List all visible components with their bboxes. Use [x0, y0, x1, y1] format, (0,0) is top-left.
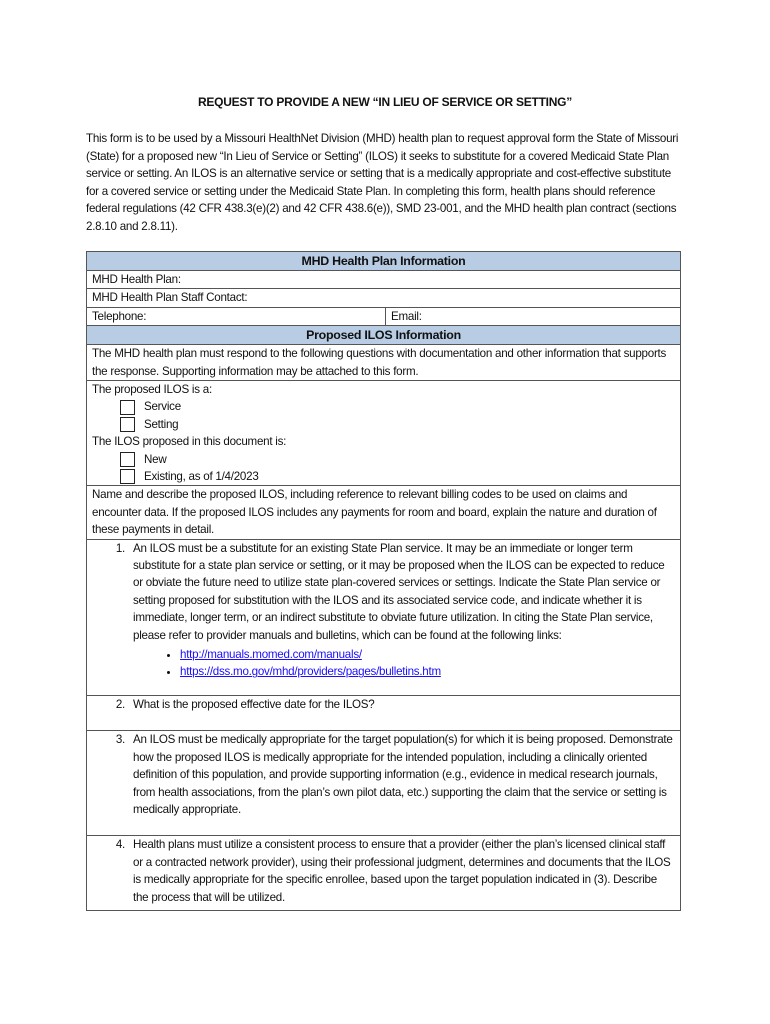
question-number: 4. [115, 838, 125, 852]
checkbox-icon[interactable] [120, 469, 135, 484]
manuals-link[interactable]: http://manuals.momed.com/manuals/ [180, 648, 362, 662]
checkbox-new[interactable] [120, 451, 675, 468]
form-title: REQUEST TO PROVIDE A NEW “IN LIEU OF SERVICE OR SETTING” [197, 95, 573, 109]
checkbox-icon[interactable] [120, 417, 135, 432]
question-text: What is the proposed effective date for the ILOS? [133, 697, 375, 711]
checkbox-icon[interactable] [120, 400, 135, 415]
section-header-ilos-info: Proposed ILOS Information [87, 326, 681, 345]
checkbox-existing[interactable] [120, 468, 675, 485]
intro-paragraph: This form is to be used by a Missouri HealthNet Division (MHD) health plan to request approval form the State of Missouri (State) for a proposed new “In Lieu of Service or Setting” (ILOS) it seeks to substitute for a covered Medicaid State Plan service or setting. An ILOS is an alternative service or setting that is a medically appropriate and cost-effective substitute for a covered service or setting under the Medicaid State Plan. In completing this form, health plans should reference federal regulations (42 CFR 438.3(e)(2) and 42 CFR 438.6(e)), SMD 23-001, and the MHD health plan contract (sections 2.8.10 and 2.8.11). [86, 132, 679, 233]
checkbox-label: New [144, 452, 167, 466]
ilos-status-label: The ILOS proposed in this document is: [92, 435, 287, 449]
question-1[interactable] [87, 539, 681, 695]
telephone-field[interactable]: Telephone: [87, 307, 386, 325]
checkbox-label: Service [144, 400, 181, 414]
question-number: 3. [115, 733, 125, 747]
checkbox-service[interactable] [120, 398, 675, 415]
checkbox-setting[interactable] [120, 416, 675, 433]
question-4[interactable] [87, 836, 681, 911]
question-2[interactable] [87, 695, 681, 730]
question-number: 1. [115, 541, 125, 555]
question-text: An ILOS must be medically appropriate for the target population(s) for which it is being proposed. Demonstrate how the proposed ILOS is medically appropriate for the intended population, including a clinically oriented definition of this population, and provide supporting information (e.g., evidence in medical research journals, from health associations, from the plan’s own pilot data, etc.) supporting the claim that the service or setting is medically appropriate. [133, 733, 673, 816]
health-plan-field[interactable]: MHD Health Plan: [87, 271, 681, 289]
bulletins-link[interactable]: https://dss.mo.gov/mhd/providers/pages/bulletins.htm [180, 665, 441, 679]
checkbox-label: Existing, as of 1/4/2023 [144, 470, 259, 484]
checkbox-label: Setting [144, 417, 179, 431]
question-3[interactable] [87, 731, 681, 836]
section-header-plan-info: MHD Health Plan Information [87, 252, 681, 271]
describe-ilos-text: Name and describe the proposed ILOS, including reference to relevant billing codes to be used on claims and encounter data. If the proposed ILOS includes any payments for room and board, explain the nature and duration of these payments in detail. [87, 486, 681, 539]
checkbox-icon[interactable] [120, 452, 135, 467]
question-text: Health plans must utilize a consistent process to ensure that a provider (either the plan’s licensed clinical staff or a contracted network provider), using their professional judgment, determines and documents that the ILOS is medically appropriate for the specific enrollee, based upon the target population indicated in (3). Describe the process that will be utilized. [133, 838, 671, 904]
links-list [92, 646, 675, 681]
email-field[interactable]: Email: [386, 307, 681, 325]
question-text: An ILOS must be a substitute for an existing State Plan service. It may be an immediate or longer term substitute for a state plan service or setting, or it may be proposed when the ILOS can be expected to reduce or obviate the future need to utilize state plan-covered services or settings. Indicate the State Plan service or setting proposed for substitution with the ILOS and its associated service code, and indicate whether it is immediate, longer term, or an indirect substitute to obviate future utilization. In citing the State Plan service, please refer to provider manuals and bulletins, which can be found at the following links: [133, 541, 665, 642]
form-table [86, 251, 681, 911]
ilos-type-cell [87, 381, 681, 486]
ilos-type-label: The proposed ILOS is a: [92, 383, 212, 397]
staff-contact-field[interactable]: MHD Health Plan Staff Contact: [87, 289, 681, 307]
instructions-text: The MHD health plan must respond to the following questions with documentation and other information that supports the response. Supporting information may be attached to this form. [87, 345, 681, 381]
question-number: 2. [115, 697, 125, 711]
